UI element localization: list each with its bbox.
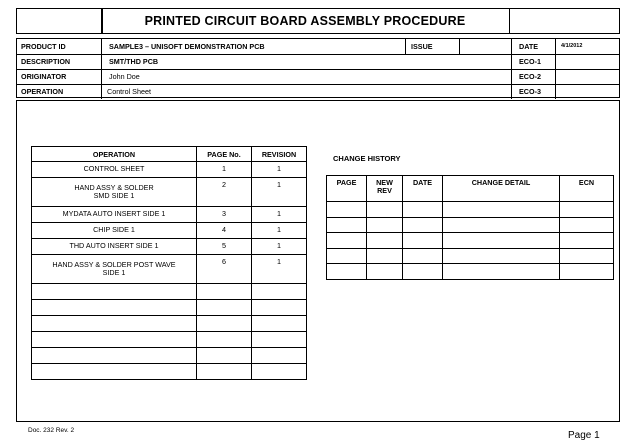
operation-value: Control Sheet [107, 86, 151, 96]
operations-header-row [32, 147, 307, 162]
page-cell: 1 [197, 162, 252, 178]
page-cell: 5 [197, 239, 252, 255]
col-page-no: PAGE No. [197, 147, 252, 162]
originator-label: ORIGINATOR [21, 71, 67, 81]
date-label: DATE [519, 41, 539, 51]
operation-cell: THD AUTO INSERT SIDE 1 [32, 239, 197, 255]
header-row-description [17, 54, 619, 70]
header-row-product [17, 39, 619, 55]
empty-row [32, 332, 307, 348]
change-history-title: CHANGE HISTORY [333, 154, 401, 163]
page-cell: 2 [197, 178, 252, 207]
operation-cell: CHIP SIDE 1 [32, 223, 197, 239]
empty-row [32, 348, 307, 364]
operation-cell: HAND ASSY & SOLDER SMD SIDE 1 [32, 178, 197, 207]
change-history-header-row [327, 176, 614, 202]
empty-row [32, 284, 307, 300]
empty-row [327, 233, 614, 249]
col-new-rev: NEW REV [367, 176, 403, 202]
description-value: SMT/THD PCB [109, 56, 159, 66]
operation-cell: CONTROL SHEET [32, 162, 197, 178]
table-row [32, 178, 307, 207]
empty-row [327, 248, 614, 264]
empty-row [327, 264, 614, 280]
page-cell: 4 [197, 223, 252, 239]
table-row [32, 239, 307, 255]
document-title: PRINTED CIRCUIT BOARD ASSEMBLY PROCEDURE [144, 14, 466, 28]
revision-cell: 1 [252, 239, 307, 255]
col-ecn: ECN [560, 176, 614, 202]
operations-table [31, 146, 307, 380]
page-cell: 3 [197, 207, 252, 223]
header-row-operation [17, 84, 619, 99]
issue-label: ISSUE [411, 41, 433, 51]
header-info-grid [16, 38, 620, 98]
originator-value: John Doe [109, 71, 140, 81]
revision-cell: 1 [252, 162, 307, 178]
empty-row [32, 300, 307, 316]
title-divider-right [509, 9, 510, 33]
description-label: DESCRIPTION [21, 56, 71, 66]
change-history-table [326, 175, 614, 280]
eco-1-label: ECO-1 [519, 56, 541, 66]
col-change-detail: CHANGE DETAIL [443, 176, 560, 202]
revision-cell: 1 [252, 255, 307, 284]
col-page: PAGE [327, 176, 367, 202]
empty-row [327, 217, 614, 233]
operation-cell: HAND ASSY & SOLDER POST WAVE SIDE 1 [32, 255, 197, 284]
col-operation: OPERATION [32, 147, 197, 162]
table-row [32, 162, 307, 178]
table-row [32, 255, 307, 284]
product-id-label: PRODUCT ID [21, 41, 66, 51]
empty-row [32, 316, 307, 332]
page-cell: 6 [197, 255, 252, 284]
title-block [16, 8, 620, 34]
operation-cell: MYDATA AUTO INSERT SIDE 1 [32, 207, 197, 223]
empty-row [327, 202, 614, 218]
revision-cell: 1 [252, 207, 307, 223]
table-row [32, 207, 307, 223]
table-row [32, 223, 307, 239]
date-value: 4/1/2012 [561, 43, 583, 50]
operation-label: OPERATION [21, 86, 64, 96]
revision-cell: 1 [252, 223, 307, 239]
empty-row [32, 364, 307, 380]
col-revision: REVISION [252, 147, 307, 162]
page-number: Page 1 [568, 430, 600, 441]
eco-3-label: ECO-3 [519, 86, 541, 96]
header-row-originator [17, 69, 619, 85]
product-id-value: SAMPLE3 – UNISOFT DEMONSTRATION PCB [109, 41, 265, 51]
eco-2-label: ECO-2 [519, 71, 541, 81]
revision-cell: 1 [252, 178, 307, 207]
col-date: DATE [403, 176, 443, 202]
document-reference: Doc. 232 Rev. 2 [28, 427, 75, 434]
